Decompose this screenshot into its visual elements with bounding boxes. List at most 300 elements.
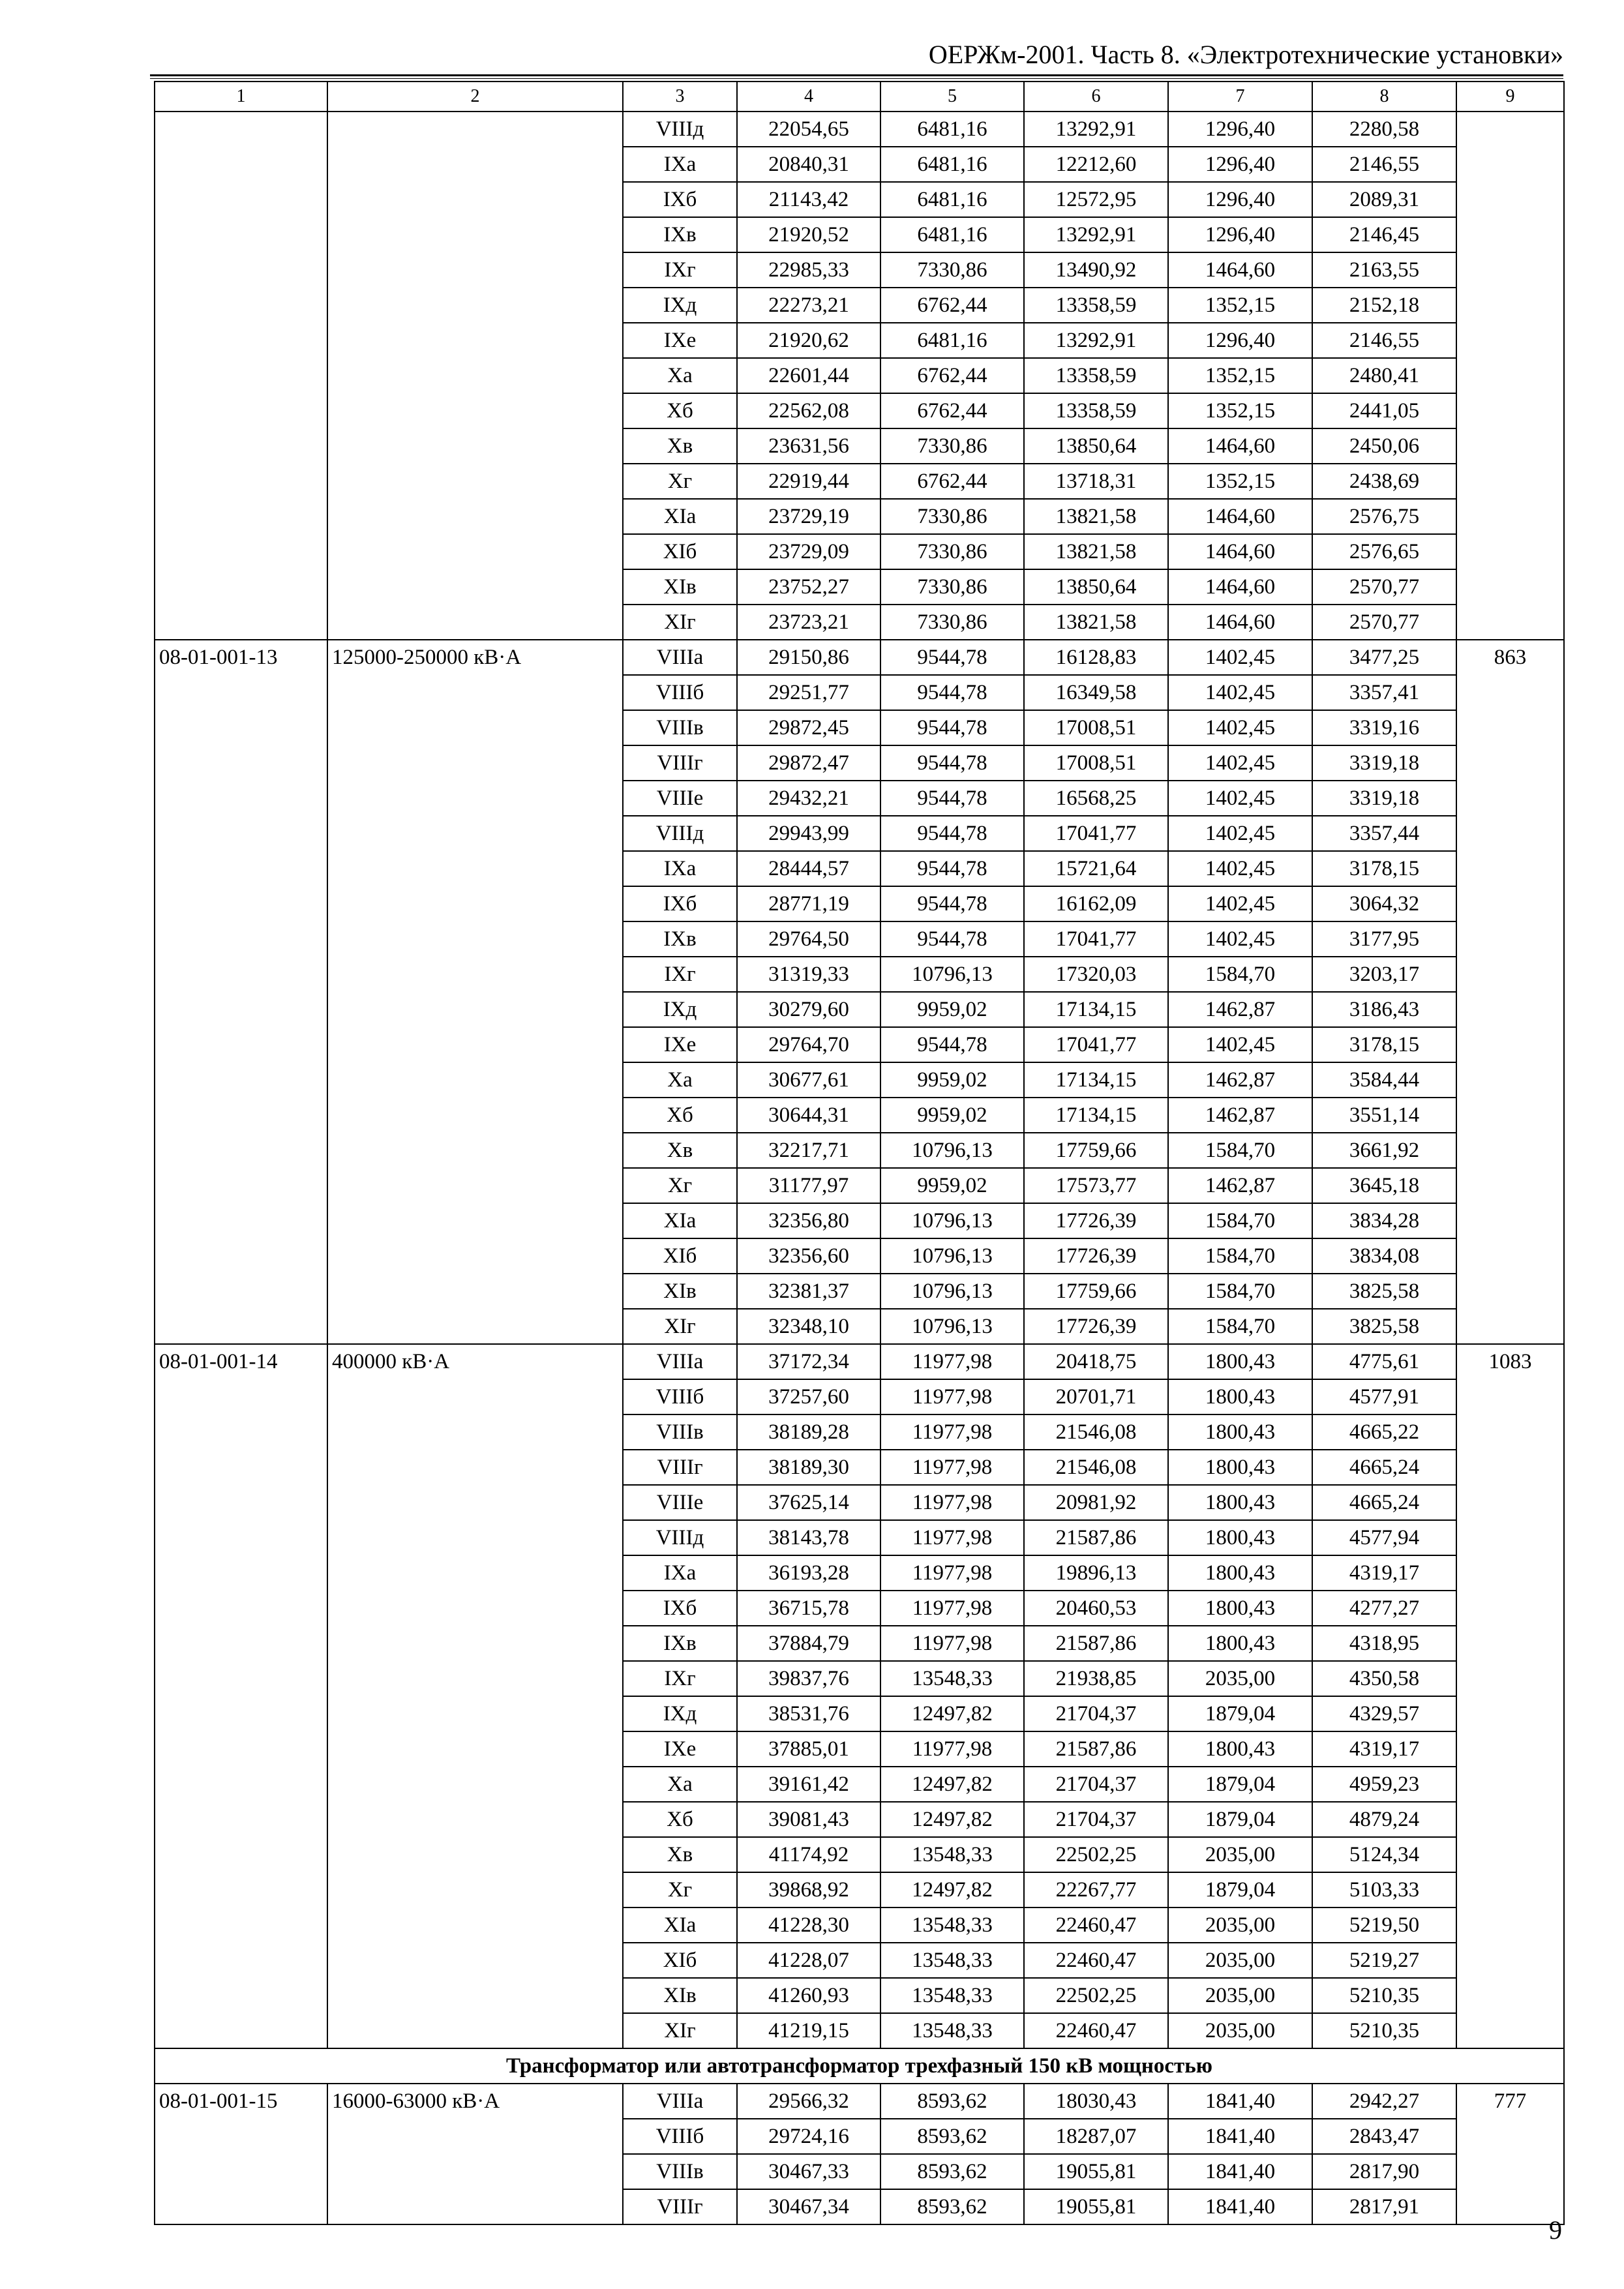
value-cell-col8: 2163,55 (1312, 252, 1456, 288)
value-cell-col6: 13718,31 (1024, 464, 1168, 499)
value-cell-col6: 21587,86 (1024, 1520, 1168, 1555)
table-row (155, 1027, 1564, 1062)
value-cell-col7: 1841,40 (1168, 2084, 1312, 2119)
position-code-cell (155, 1908, 327, 1943)
value-cell-col7: 2035,00 (1168, 1661, 1312, 1696)
column-header: 4 (737, 82, 880, 112)
value-cell-col5: 9544,78 (880, 781, 1024, 816)
value-cell-col6: 12212,60 (1024, 147, 1168, 182)
value-cell-col5: 9959,02 (880, 1062, 1024, 1098)
value-cell-col4: 32348,10 (737, 1309, 880, 1344)
value-cell-col6: 13850,64 (1024, 428, 1168, 464)
value-cell-col8: 2152,18 (1312, 288, 1456, 323)
value-cell-col8: 3319,16 (1312, 710, 1456, 745)
power-rating-cell (327, 605, 623, 640)
value-cell-col7: 1800,43 (1168, 1520, 1312, 1555)
value-cell-col9 (1456, 1238, 1564, 1274)
header-rule (150, 74, 1563, 76)
value-cell-col5: 7330,86 (880, 428, 1024, 464)
class-cell: VIIIб (623, 675, 737, 710)
table-row (155, 1696, 1564, 1731)
table-row (155, 1203, 1564, 1238)
value-cell-col9 (1456, 605, 1564, 640)
class-cell: IXа (623, 1555, 737, 1591)
power-rating-cell (327, 464, 623, 499)
position-code-cell (155, 323, 327, 358)
value-cell-col7: 1879,04 (1168, 1802, 1312, 1837)
position-code-cell (155, 2154, 327, 2189)
class-cell: VIIIа (623, 2084, 737, 2119)
value-cell-col8: 2942,27 (1312, 2084, 1456, 2119)
value-cell-col5: 11977,98 (880, 1591, 1024, 1626)
power-rating-cell (327, 886, 623, 921)
class-cell: Xб (623, 393, 737, 428)
column-header: 9 (1456, 82, 1564, 112)
class-cell: XIб (623, 1238, 737, 1274)
value-cell-col8: 4277,27 (1312, 1591, 1456, 1626)
table-row (155, 147, 1564, 182)
value-cell-col8: 4665,24 (1312, 1450, 1456, 1485)
value-cell-col9 (1456, 1168, 1564, 1203)
value-cell-col4: 38143,78 (737, 1520, 880, 1555)
value-cell-col8: 2280,58 (1312, 112, 1456, 147)
class-cell: XIб (623, 534, 737, 569)
value-cell-col8: 5210,35 (1312, 2013, 1456, 2048)
table-row (155, 710, 1564, 745)
power-rating-cell (327, 992, 623, 1027)
position-code-cell (155, 745, 327, 781)
table-row (155, 1626, 1564, 1661)
value-cell-col5: 13548,33 (880, 2013, 1024, 2048)
value-cell-col5: 9544,78 (880, 710, 1024, 745)
rates-table (154, 81, 1565, 2225)
value-cell-col7: 1402,45 (1168, 675, 1312, 710)
value-cell-col7: 1462,87 (1168, 1062, 1312, 1098)
value-cell-col9 (1456, 2013, 1564, 2048)
table-row (155, 745, 1564, 781)
position-code-cell (155, 252, 327, 288)
value-cell-col8: 4879,24 (1312, 1802, 1456, 1837)
value-cell-col5: 13548,33 (880, 1661, 1024, 1696)
value-cell-col9 (1456, 886, 1564, 921)
value-cell-col4: 32356,80 (737, 1203, 880, 1238)
value-cell-col9 (1456, 710, 1564, 745)
value-cell-col5: 8593,62 (880, 2154, 1024, 2189)
position-code-cell (155, 1133, 327, 1168)
value-cell-col8: 3186,43 (1312, 992, 1456, 1027)
value-cell-col9 (1456, 957, 1564, 992)
power-rating-cell (327, 2119, 623, 2154)
value-cell-col6: 17134,15 (1024, 992, 1168, 1027)
table-row (155, 1133, 1564, 1168)
value-cell-col9 (1456, 1908, 1564, 1943)
value-cell-col4: 39081,43 (737, 1802, 880, 1837)
value-cell-col8: 3834,28 (1312, 1203, 1456, 1238)
value-cell-col8: 4665,24 (1312, 1485, 1456, 1520)
position-code-cell (155, 1274, 327, 1309)
value-cell-col6: 21704,37 (1024, 1802, 1168, 1837)
value-cell-col5: 12497,82 (880, 1767, 1024, 1802)
value-cell-col6: 17134,15 (1024, 1098, 1168, 1133)
value-cell-col5: 6481,16 (880, 147, 1024, 182)
value-cell-col5: 8593,62 (880, 2189, 1024, 2224)
value-cell-col4: 29943,99 (737, 816, 880, 851)
value-cell-col9 (1456, 1133, 1564, 1168)
value-cell-col5: 6762,44 (880, 464, 1024, 499)
class-cell: VIIIб (623, 2119, 737, 2154)
value-cell-col6: 13850,64 (1024, 569, 1168, 605)
value-cell-col6: 13292,91 (1024, 112, 1168, 147)
value-cell-col8: 5219,50 (1312, 1908, 1456, 1943)
value-cell-col4: 31177,97 (737, 1168, 880, 1203)
value-cell-col4: 38531,76 (737, 1696, 880, 1731)
value-cell-col4: 29251,77 (737, 675, 880, 710)
value-cell-col7: 1402,45 (1168, 781, 1312, 816)
class-cell: VIIIб (623, 1379, 737, 1414)
table-row (155, 1767, 1564, 1802)
value-cell-col6: 17041,77 (1024, 1027, 1168, 1062)
position-code-cell (155, 1520, 327, 1555)
value-cell-col8: 3825,58 (1312, 1274, 1456, 1309)
value-cell-col7: 1879,04 (1168, 1872, 1312, 1908)
value-cell-col6: 17759,66 (1024, 1133, 1168, 1168)
table-row (155, 1274, 1564, 1309)
table-row (155, 112, 1564, 147)
value-cell-col6: 17759,66 (1024, 1274, 1168, 1309)
value-cell-col9 (1456, 1203, 1564, 1238)
value-cell-col8: 3584,44 (1312, 1062, 1456, 1098)
value-cell-col7: 2035,00 (1168, 1837, 1312, 1872)
value-cell-col5: 9959,02 (880, 1168, 1024, 1203)
value-cell-col7: 1584,70 (1168, 1309, 1312, 1344)
value-cell-col9 (1456, 147, 1564, 182)
column-header: 1 (155, 82, 327, 112)
power-rating-cell (327, 1238, 623, 1274)
class-cell: Xг (623, 1872, 737, 1908)
table-row (155, 851, 1564, 886)
value-cell-col4: 28771,19 (737, 886, 880, 921)
value-cell-col6: 19055,81 (1024, 2154, 1168, 2189)
power-rating-cell (327, 499, 623, 534)
power-rating-cell (327, 1555, 623, 1591)
value-cell-col7: 1800,43 (1168, 1379, 1312, 1414)
class-cell: Xв (623, 428, 737, 464)
value-cell-col8: 5219,27 (1312, 1943, 1456, 1978)
power-rating-cell (327, 252, 623, 288)
value-cell-col4: 23752,27 (737, 569, 880, 605)
value-cell-col4: 28444,57 (737, 851, 880, 886)
position-code-cell (155, 1837, 327, 1872)
value-cell-col6: 13292,91 (1024, 217, 1168, 252)
table-row (155, 816, 1564, 851)
position-code-cell (155, 675, 327, 710)
value-cell-col6: 22267,77 (1024, 1872, 1168, 1908)
value-cell-col9 (1456, 499, 1564, 534)
value-cell-col8: 4319,17 (1312, 1555, 1456, 1591)
value-cell-col4: 36193,28 (737, 1555, 880, 1591)
value-cell-col4: 36715,78 (737, 1591, 880, 1626)
value-cell-col5: 6481,16 (880, 112, 1024, 147)
value-cell-col9 (1456, 1520, 1564, 1555)
value-cell-col5: 10796,13 (880, 1133, 1024, 1168)
class-cell: IXа (623, 851, 737, 886)
class-cell: IXг (623, 957, 737, 992)
value-cell-col4: 38189,30 (737, 1450, 880, 1485)
value-cell-col9 (1456, 112, 1564, 147)
value-cell-col6: 17726,39 (1024, 1203, 1168, 1238)
value-cell-col5: 6481,16 (880, 217, 1024, 252)
value-cell-col4: 41228,30 (737, 1908, 880, 1943)
value-cell-col4: 41174,92 (737, 1837, 880, 1872)
class-cell: XIа (623, 1908, 737, 1943)
class-cell: Xб (623, 1098, 737, 1133)
power-rating-cell (327, 781, 623, 816)
power-rating-cell (327, 288, 623, 323)
power-rating-cell (327, 1943, 623, 1978)
value-cell-col7: 1352,15 (1168, 393, 1312, 428)
class-cell: VIIIв (623, 1414, 737, 1450)
power-rating-cell (327, 710, 623, 745)
value-cell-col8: 3319,18 (1312, 781, 1456, 816)
value-cell-col6: 17134,15 (1024, 1062, 1168, 1098)
power-rating-cell (327, 1837, 623, 1872)
value-cell-col9 (1456, 1485, 1564, 1520)
value-cell-col5: 13548,33 (880, 1943, 1024, 1978)
page-number: 9 (1549, 2215, 1562, 2245)
value-cell-col9 (1456, 252, 1564, 288)
column-header: 8 (1312, 82, 1456, 112)
position-code-cell (155, 710, 327, 745)
value-cell-col8: 4665,22 (1312, 1414, 1456, 1450)
power-rating-cell (327, 957, 623, 992)
power-rating-cell (327, 534, 623, 569)
value-cell-col7: 1584,70 (1168, 1238, 1312, 1274)
value-cell-col7: 1800,43 (1168, 1450, 1312, 1485)
power-rating-cell (327, 1309, 623, 1344)
value-cell-col4: 29432,21 (737, 781, 880, 816)
value-cell-col9 (1456, 428, 1564, 464)
value-cell-col7: 1296,40 (1168, 323, 1312, 358)
value-cell-col8: 3177,95 (1312, 921, 1456, 957)
position-code-cell: 08-01-001-15 (155, 2084, 327, 2119)
value-cell-col5: 13548,33 (880, 1908, 1024, 1943)
value-cell-col7: 1800,43 (1168, 1414, 1312, 1450)
table-row (155, 1450, 1564, 1485)
class-cell: IXд (623, 992, 737, 1027)
value-cell-col6: 22502,25 (1024, 1978, 1168, 2013)
class-cell: IXд (623, 1696, 737, 1731)
value-cell-col7: 1462,87 (1168, 1098, 1312, 1133)
value-cell-col7: 1464,60 (1168, 605, 1312, 640)
value-cell-col8: 3357,44 (1312, 816, 1456, 851)
table-row (155, 2189, 1564, 2224)
value-cell-col6: 17008,51 (1024, 710, 1168, 745)
position-code-cell (155, 886, 327, 921)
power-rating-cell (327, 816, 623, 851)
table-row (155, 1661, 1564, 1696)
value-cell-col8: 2576,75 (1312, 499, 1456, 534)
power-rating-cell (327, 1133, 623, 1168)
value-cell-col5: 7330,86 (880, 605, 1024, 640)
power-rating-cell (327, 1802, 623, 1837)
position-code-cell (155, 569, 327, 605)
value-cell-col5: 13548,33 (880, 1837, 1024, 1872)
class-cell: Xв (623, 1133, 737, 1168)
class-cell: XIа (623, 1203, 737, 1238)
class-cell: IXе (623, 1027, 737, 1062)
class-cell: IXе (623, 323, 737, 358)
position-code-cell (155, 605, 327, 640)
value-cell-col4: 37257,60 (737, 1379, 880, 1414)
value-cell-col5: 7330,86 (880, 534, 1024, 569)
value-cell-col9 (1456, 781, 1564, 816)
position-code-cell (155, 1238, 327, 1274)
value-cell-col7: 1584,70 (1168, 1274, 1312, 1309)
power-rating-cell (327, 1379, 623, 1414)
value-cell-col4: 32381,37 (737, 1274, 880, 1309)
class-cell: VIIIе (623, 781, 737, 816)
value-cell-col4: 23723,21 (737, 605, 880, 640)
value-cell-col6: 20460,53 (1024, 1591, 1168, 1626)
position-code-cell (155, 464, 327, 499)
table-row (155, 2119, 1564, 2154)
power-rating-cell (327, 1485, 623, 1520)
value-cell-col9: 863 (1456, 640, 1564, 675)
value-cell-col9 (1456, 217, 1564, 252)
value-cell-col4: 29764,70 (737, 1027, 880, 1062)
position-code-cell (155, 288, 327, 323)
power-rating-cell (327, 1767, 623, 1802)
value-cell-col4: 37884,79 (737, 1626, 880, 1661)
value-cell-col4: 32217,71 (737, 1133, 880, 1168)
value-cell-col9 (1456, 1062, 1564, 1098)
value-cell-col5: 6481,16 (880, 323, 1024, 358)
table-row (155, 499, 1564, 534)
value-cell-col4: 22985,33 (737, 252, 880, 288)
value-cell-col8: 2450,06 (1312, 428, 1456, 464)
value-cell-col6: 12572,95 (1024, 182, 1168, 217)
class-cell: Xа (623, 1062, 737, 1098)
value-cell-col6: 19055,81 (1024, 2189, 1168, 2224)
value-cell-col6: 13358,59 (1024, 393, 1168, 428)
position-code-cell (155, 2189, 327, 2224)
position-code-cell (155, 112, 327, 147)
value-cell-col9 (1456, 1661, 1564, 1696)
value-cell-col5: 11977,98 (880, 1414, 1024, 1450)
value-cell-col7: 2035,00 (1168, 1978, 1312, 2013)
value-cell-col5: 10796,13 (880, 957, 1024, 992)
value-cell-col4: 21143,42 (737, 182, 880, 217)
class-cell: VIIIе (623, 1485, 737, 1520)
value-cell-col6: 21546,08 (1024, 1414, 1168, 1450)
table-row (155, 1555, 1564, 1591)
class-cell: Xг (623, 464, 737, 499)
value-cell-col9: 777 (1456, 2084, 1564, 2119)
value-cell-col8: 5103,33 (1312, 1872, 1456, 1908)
value-cell-col9 (1456, 2119, 1564, 2154)
value-cell-col9 (1456, 1591, 1564, 1626)
column-header: 5 (880, 82, 1024, 112)
value-cell-col8: 2570,77 (1312, 569, 1456, 605)
value-cell-col9 (1456, 851, 1564, 886)
position-code-cell (155, 1450, 327, 1485)
class-cell: XIг (623, 605, 737, 640)
table-row (155, 393, 1564, 428)
value-cell-col9 (1456, 393, 1564, 428)
value-cell-col8: 5124,34 (1312, 1837, 1456, 1872)
value-cell-col6: 16128,83 (1024, 640, 1168, 675)
power-rating-cell (327, 1626, 623, 1661)
column-header: 2 (327, 82, 623, 112)
table-row (155, 1520, 1564, 1555)
value-cell-col9 (1456, 323, 1564, 358)
value-cell-col5: 9544,78 (880, 745, 1024, 781)
value-cell-col6: 20981,92 (1024, 1485, 1168, 1520)
value-cell-col6: 16349,58 (1024, 675, 1168, 710)
value-cell-col7: 2035,00 (1168, 1943, 1312, 1978)
value-cell-col4: 30677,61 (737, 1062, 880, 1098)
value-cell-col4: 39868,92 (737, 1872, 880, 1908)
value-cell-col4: 38189,28 (737, 1414, 880, 1450)
value-cell-col5: 10796,13 (880, 1309, 1024, 1344)
value-cell-col4: 30644,31 (737, 1098, 880, 1133)
position-code-cell (155, 957, 327, 992)
value-cell-col9 (1456, 464, 1564, 499)
value-cell-col8: 2576,65 (1312, 534, 1456, 569)
class-cell: Xб (623, 1802, 737, 1837)
table-row (155, 992, 1564, 1027)
value-cell-col8: 3064,32 (1312, 886, 1456, 921)
class-cell: XIв (623, 1274, 737, 1309)
value-cell-col9 (1456, 816, 1564, 851)
value-cell-col8: 4959,23 (1312, 1767, 1456, 1802)
class-cell: XIг (623, 1309, 737, 1344)
class-cell: XIв (623, 1978, 737, 2013)
value-cell-col6: 13821,58 (1024, 605, 1168, 640)
position-code-cell (155, 217, 327, 252)
value-cell-col8: 2441,05 (1312, 393, 1456, 428)
value-cell-col5: 11977,98 (880, 1379, 1024, 1414)
value-cell-col8: 3645,18 (1312, 1168, 1456, 1203)
table-row (155, 534, 1564, 569)
value-cell-col7: 1800,43 (1168, 1731, 1312, 1767)
power-rating-cell (327, 1908, 623, 1943)
table-row (155, 252, 1564, 288)
class-cell: VIIIд (623, 112, 737, 147)
table-row (155, 886, 1564, 921)
value-cell-col6: 17726,39 (1024, 1238, 1168, 1274)
value-cell-col7: 1352,15 (1168, 358, 1312, 393)
value-cell-col7: 1800,43 (1168, 1485, 1312, 1520)
value-cell-col8: 2146,45 (1312, 217, 1456, 252)
value-cell-col7: 1879,04 (1168, 1696, 1312, 1731)
value-cell-col6: 17320,03 (1024, 957, 1168, 992)
table-row (155, 1908, 1564, 1943)
table-row (155, 1731, 1564, 1767)
position-code-cell (155, 1661, 327, 1696)
value-cell-col4: 41260,93 (737, 1978, 880, 2013)
value-cell-col4: 30467,34 (737, 2189, 880, 2224)
value-cell-col4: 23631,56 (737, 428, 880, 464)
position-code-cell (155, 534, 327, 569)
value-cell-col6: 16162,09 (1024, 886, 1168, 921)
power-rating-cell (327, 1696, 623, 1731)
position-code-cell (155, 1696, 327, 1731)
position-code-cell (155, 921, 327, 957)
value-cell-col6: 22460,47 (1024, 1908, 1168, 1943)
value-cell-col6: 22460,47 (1024, 2013, 1168, 2048)
value-cell-col6: 13821,58 (1024, 499, 1168, 534)
